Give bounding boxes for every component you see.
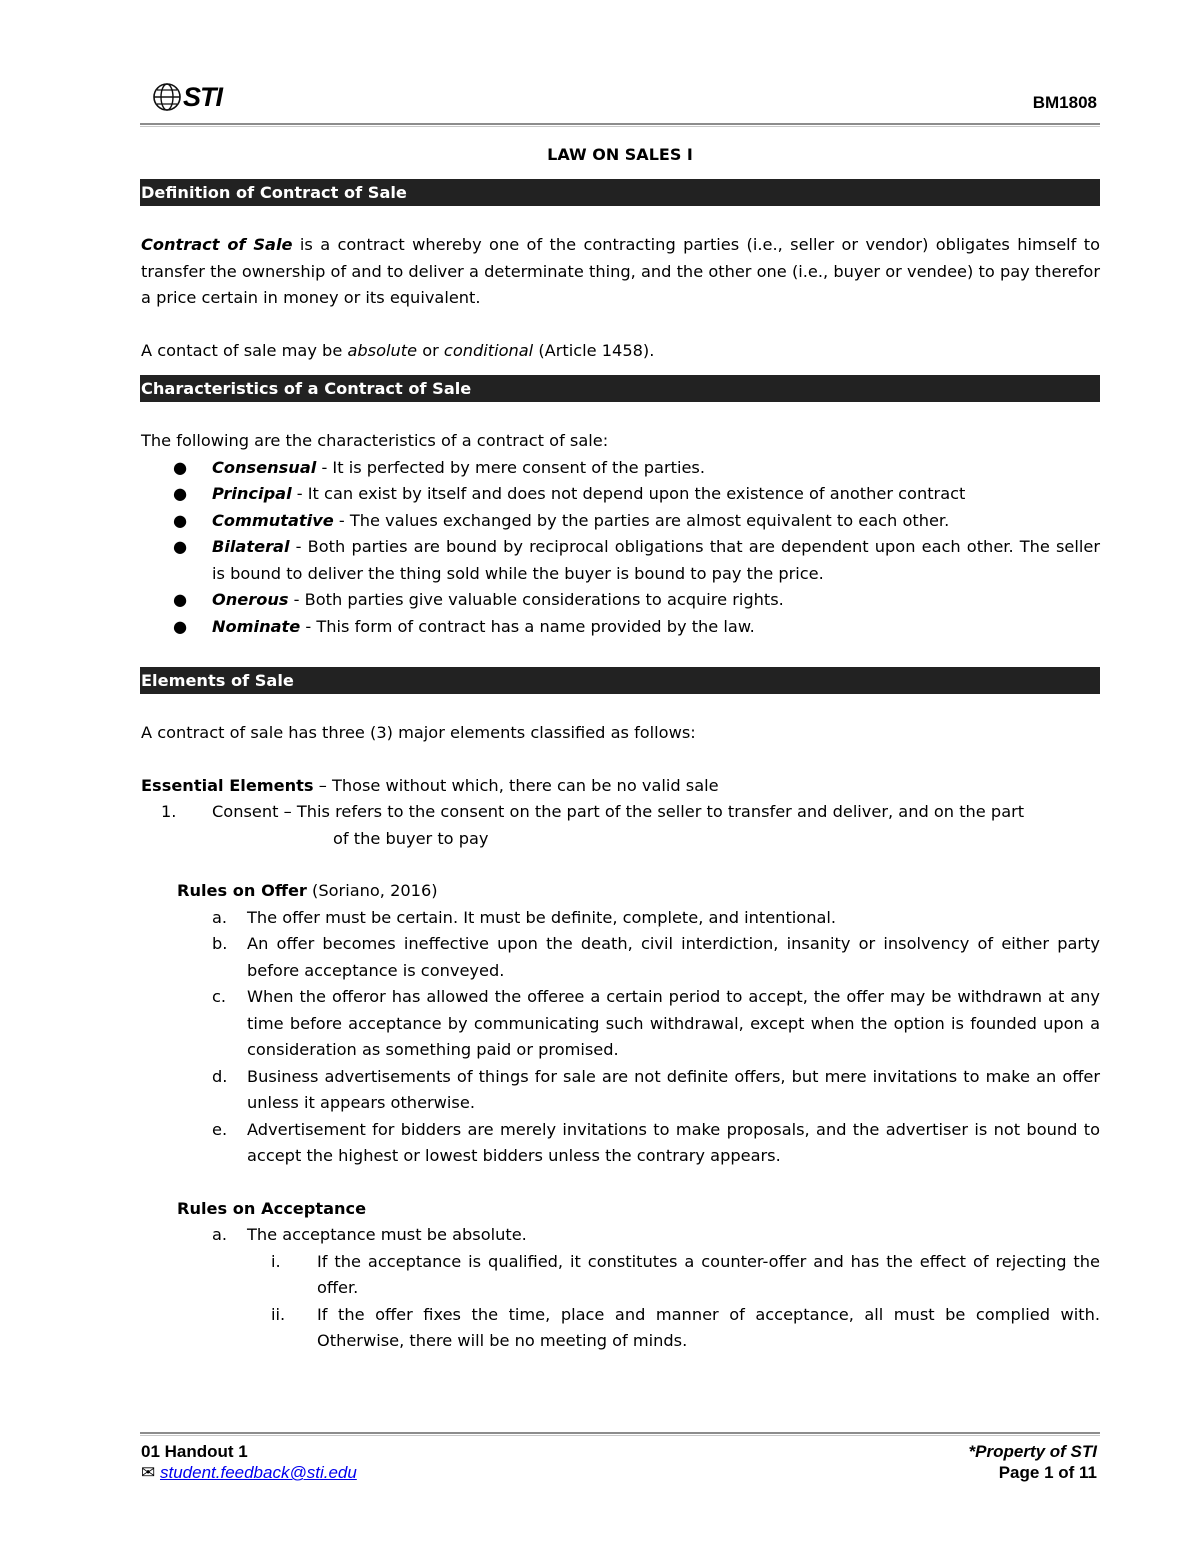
globe-icon — [152, 82, 182, 112]
footer-right — [969, 1441, 1097, 1483]
list-item: d. Business advertisements of things for sale are not definite offers, but mere invitations to make an offer unless it appears otherwise. — [212, 1066, 1100, 1112]
list-item: ● Onerous - Both parties give valuable considerations to acquire rights. — [141, 587, 1100, 614]
bullet-icon: ● — [173, 537, 188, 556]
list-item: i. If the acceptance is qualified, it constitutes a counter-offer and has the effect of rejecting the offer. — [271, 1251, 1100, 1297]
bullet-icon: ● — [173, 590, 188, 609]
list-item: ● Principal - It can exist by itself and does not depend upon the existence of another contract — [141, 481, 1100, 508]
footer-email-row — [141, 1462, 357, 1483]
consent-continuation: of the buyer to pay — [333, 828, 489, 848]
offer-heading: Rules on Offer (Soriano, 2016) — [177, 881, 438, 900]
definition-paragraph — [141, 232, 1100, 312]
bullet-icon: ● — [173, 616, 188, 636]
list-item: ● Bilateral - Both parties are bound by reciprocal obligations that are dependent upon each other. The seller is bound to deliver the thing sold while the buyer is bound to pay the price. — [141, 534, 1100, 587]
envelope-icon: ✉ — [141, 1463, 156, 1482]
document-title: LAW ON SALES I — [547, 145, 693, 164]
elements-intro: A contract of sale has three (3) major elements classified as follows: — [141, 723, 696, 742]
definition-text: is a contract whereby one of the contracting parties (i.e., seller or vendor) obligates himself to transfer the ownership of and to deliver a determinate thing, and the other one (i.e., buyer or vendee) to pay therefor a price certain in money or its equivalent. — [141, 235, 1100, 307]
list-item: b. An offer becomes ineffective upon the death, civil interdiction, insanity or insolvency of either party before acceptance is conveyed. — [212, 934, 1100, 980]
list-item: e. Advertisement for bidders are merely invitations to make proposals, and the advertiser is not bound to accept the highest or lowest bidders unless the contrary appears. — [212, 1119, 1100, 1165]
course-code: BM1808 — [1032, 93, 1097, 112]
list-item: ● Consensual - It is perfected by mere consent of the parties. — [141, 455, 1100, 482]
acceptance-sub-list — [141, 1249, 1100, 1355]
kinds-paragraph: A contact of sale may be absolute or conditional (Article 1458). — [141, 340, 655, 360]
section-heading-definition: Definition of Contract of Sale — [140, 179, 1100, 206]
handout-label: 01 Handout 1 — [141, 1442, 248, 1461]
footer-divider — [140, 1432, 1100, 1436]
logo-text: STI — [183, 81, 223, 112]
characteristics-intro: The following are the characteristics of a contract of sale: — [141, 431, 609, 450]
essential-list — [141, 799, 1100, 826]
acceptance-rules-list — [141, 1222, 1100, 1249]
offer-rules-list — [141, 905, 1100, 1170]
page-number: Page 1 of 11 — [998, 1463, 1097, 1482]
essential-elements: Essential Elements – Those without which, there can be no valid sale — [141, 775, 719, 795]
essential-label: Essential Elements — [141, 775, 314, 795]
section-heading-elements: Elements of Sale — [140, 667, 1100, 694]
list-item: a. The offer must be certain. It must be definite, complete, and intentional. — [212, 907, 837, 927]
kind-absolute: absolute — [347, 340, 418, 360]
sti-logo — [152, 80, 222, 114]
kind-conditional: conditional — [443, 340, 534, 360]
list-item: ● Commutative - The values exchanged by the parties are almost equivalent to each other. — [141, 508, 1100, 535]
bullet-icon: ● — [173, 457, 188, 477]
list-item: ● Nominate - This form of contract has a name provided by the law. — [141, 614, 1100, 641]
definition-term: Contract of Sale — [141, 235, 293, 254]
section-heading-characteristics: Characteristics of a Contract of Sale — [140, 375, 1100, 402]
document-body — [141, 179, 1100, 1355]
header-divider — [140, 123, 1100, 127]
list-item: 1. Consent – This refers to the consent on the part of the seller to transfer and deliver, and on the part — [161, 802, 1025, 821]
bullet-icon: ● — [173, 484, 188, 503]
feedback-email-link[interactable]: student.feedback@sti.edu — [159, 1463, 357, 1482]
property-label: *Property of STI — [968, 1442, 1097, 1461]
list-item: a. The acceptance must be absolute. — [212, 1225, 527, 1244]
footer-left — [141, 1441, 357, 1483]
list-item: c. When the offeror has allowed the offeree a certain period to accept, the offer may be withdrawn at any time before acceptance by communicating such withdrawal, except when the option is founded upon a consideration as something paid or promised. — [212, 987, 1100, 1059]
bullet-icon: ● — [173, 510, 188, 530]
characteristics-list — [141, 455, 1100, 641]
acceptance-heading: Rules on Acceptance — [177, 1198, 367, 1218]
list-item: ii. If the offer fixes the time, place and manner of acceptance, all must be complied with. Otherwise, there will be no meeting of minds. — [271, 1304, 1100, 1350]
